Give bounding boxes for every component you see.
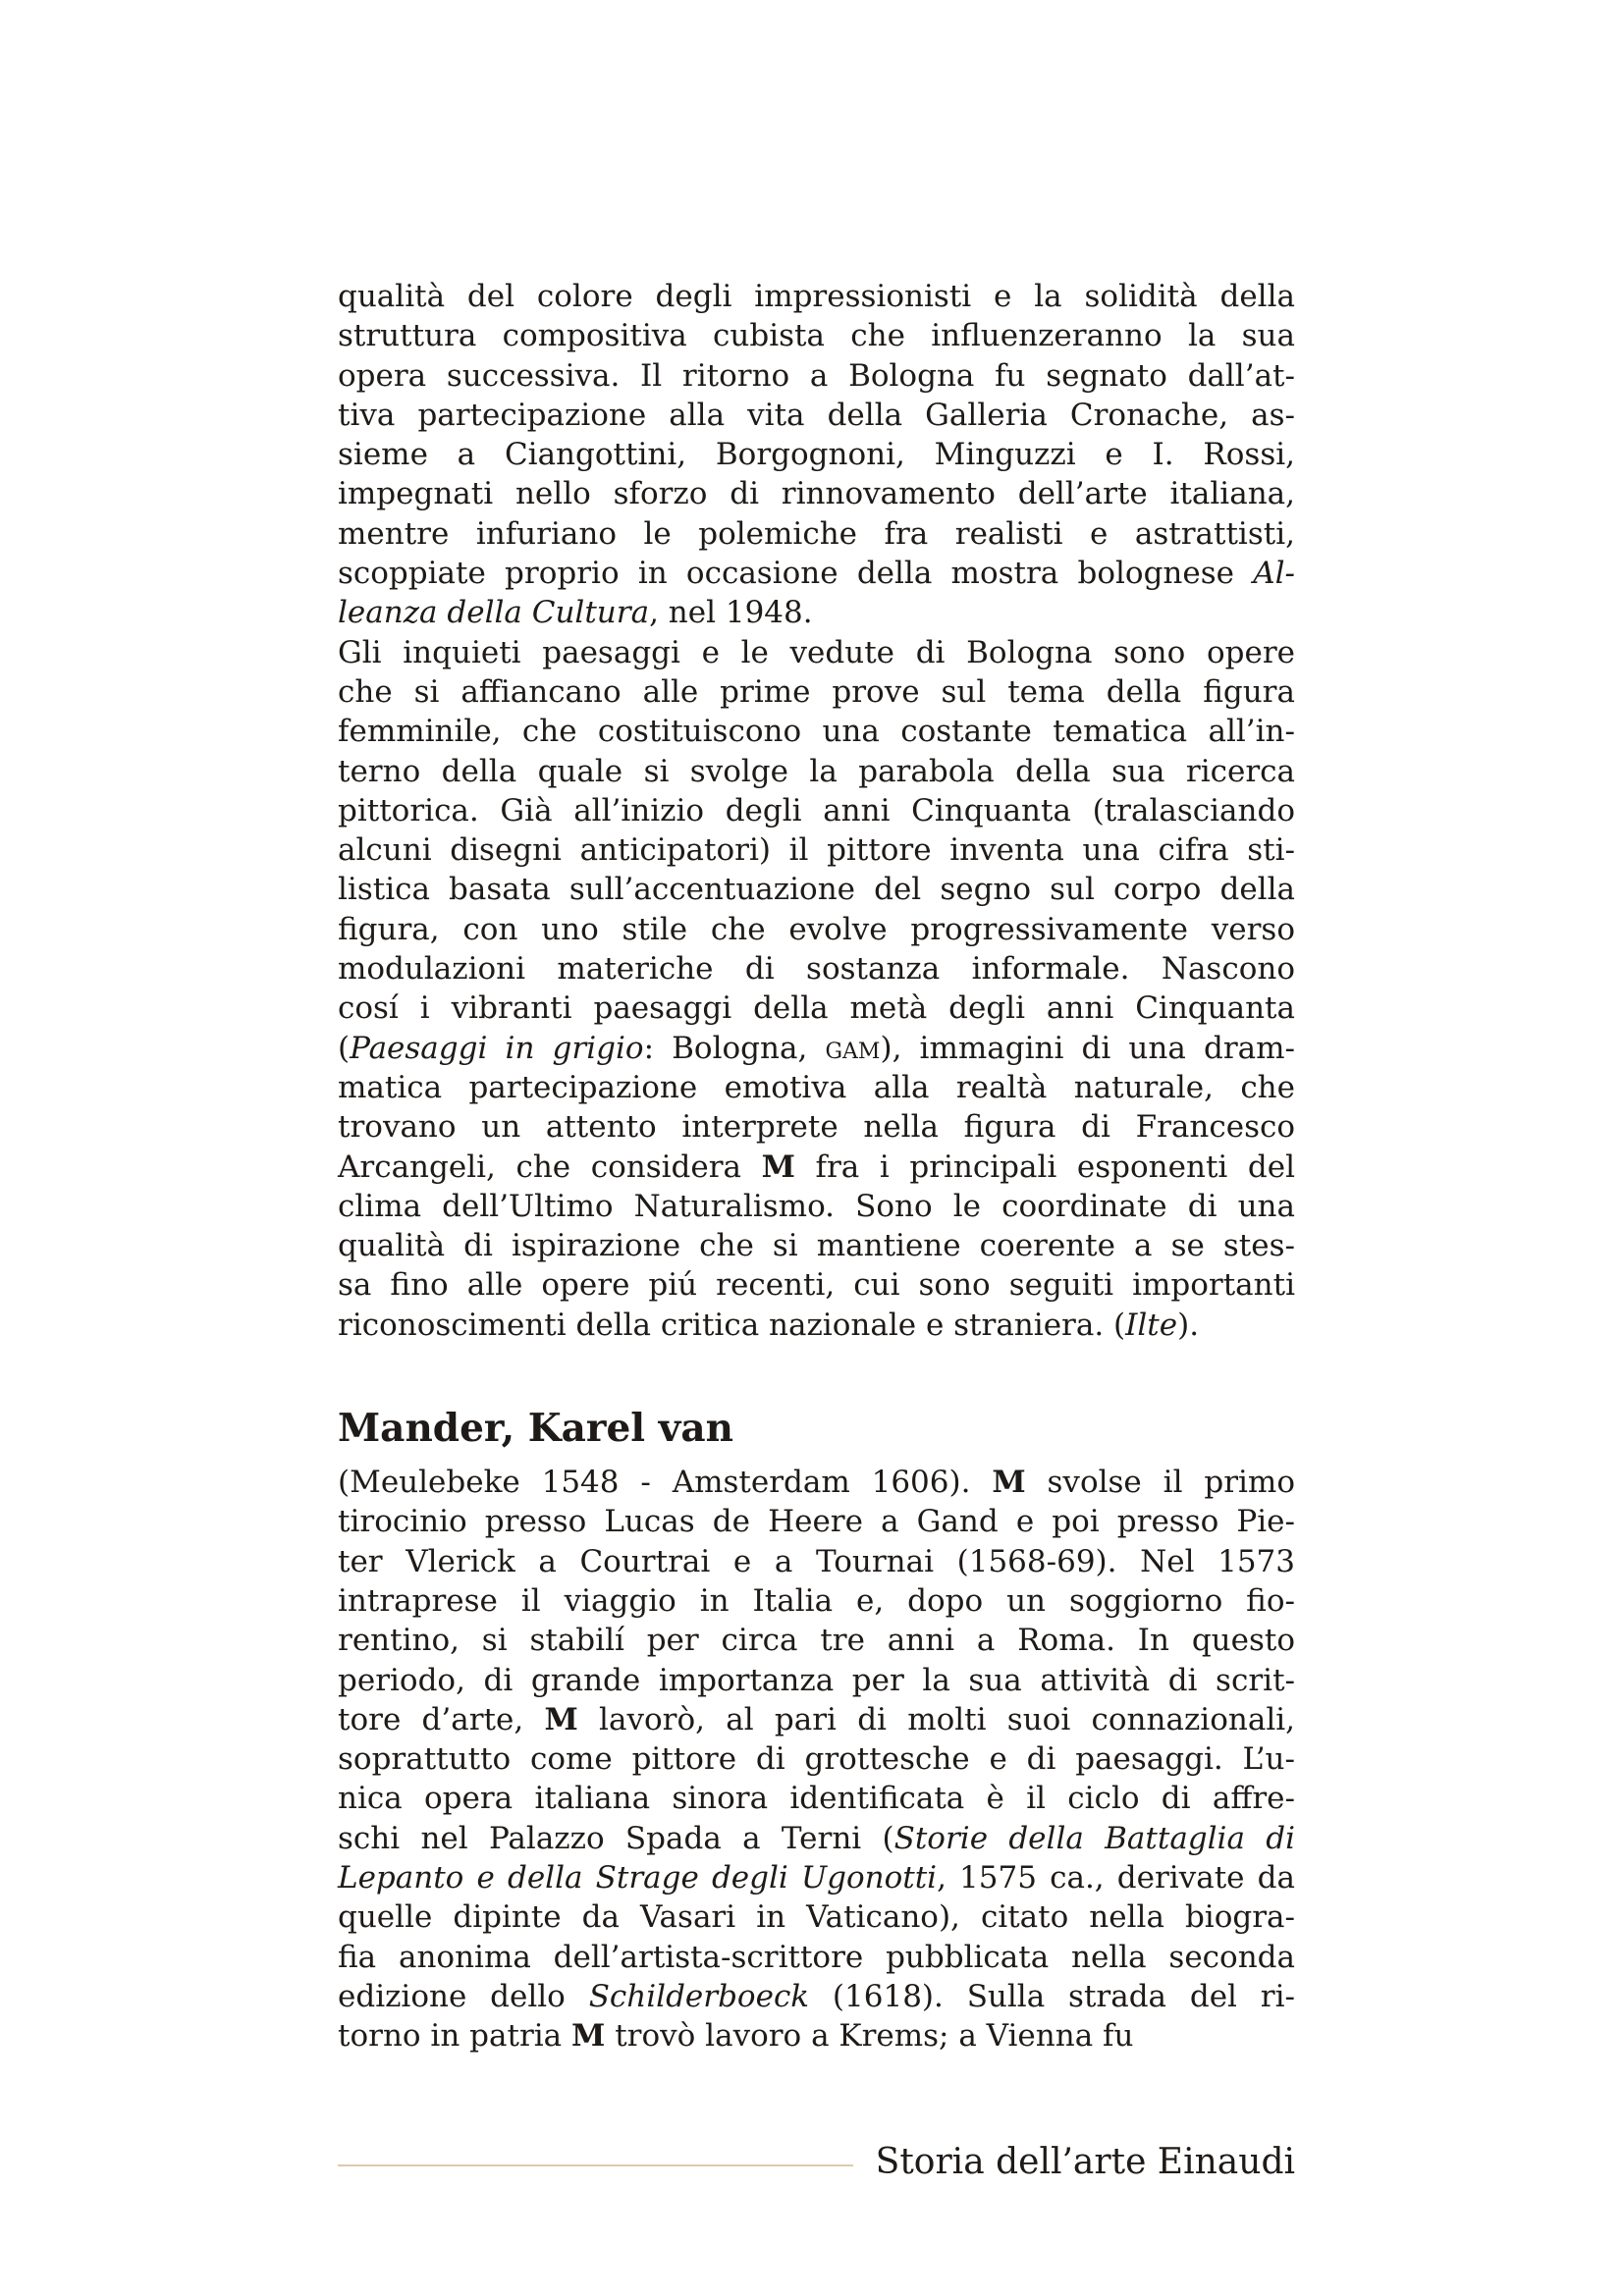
bold-text: M bbox=[761, 1148, 795, 1185]
text-run: listica basata sull’accentuazione del segno sul corpo della bbox=[338, 872, 1295, 908]
text-line bbox=[338, 1148, 1295, 1187]
text-run: Arcangeli, che considera bbox=[338, 1148, 762, 1185]
text-line bbox=[338, 1858, 1295, 1897]
text-run: qualità del colore degli impressionisti e la solidità della bbox=[338, 279, 1295, 314]
text-run: mentre infuriano le polemiche fra realisti e astrattisti, bbox=[338, 515, 1295, 552]
text-run: edizione dello bbox=[338, 1978, 589, 2014]
text-line bbox=[338, 988, 1295, 1028]
text-line bbox=[338, 554, 1295, 593]
text-line bbox=[338, 752, 1295, 791]
text-line bbox=[338, 1306, 1295, 1345]
italic-text: Storie della Battaglia di bbox=[893, 1820, 1296, 1856]
text-run: scoppiate proprio in occasione della mostra bolognese bbox=[338, 556, 1254, 592]
text-run: rentino, si stabilí per circa tre anni a Roma. In questo bbox=[338, 1623, 1295, 1659]
text-line bbox=[338, 514, 1295, 554]
text-line bbox=[338, 1977, 1295, 2016]
text-run: opera successiva. Il ritorno a Bologna fu segnato dall’at- bbox=[338, 357, 1295, 394]
text-line bbox=[338, 672, 1295, 712]
text-run: (Meulebeke 1548 - Amsterdam 1606). bbox=[338, 1465, 993, 1501]
small-caps-text: gam bbox=[825, 1030, 881, 1066]
text-run: tore d’arte, bbox=[338, 1701, 545, 1737]
text-line bbox=[338, 870, 1295, 909]
text-run: terno della quale si svolge la parabola della sua ricerca bbox=[338, 753, 1295, 789]
text-line bbox=[338, 356, 1295, 396]
paragraph-continuation bbox=[338, 277, 1295, 633]
text-run: tirocinio presso Lucas de Heere a Gand e poi presso Pie- bbox=[338, 1504, 1295, 1540]
text-run: Gli inquieti paesaggi e le vedute di Bologna sono opere bbox=[338, 634, 1295, 670]
text-run: trovò lavoro a Krems; a Vienna fu bbox=[605, 2018, 1134, 2055]
text-line bbox=[338, 593, 1295, 632]
text-line bbox=[338, 1819, 1295, 1858]
text-line bbox=[338, 1187, 1295, 1226]
text-run: (1618). Sulla strada del ri- bbox=[809, 1978, 1296, 2014]
text-line bbox=[338, 1661, 1295, 1700]
text-run: nica opera italiana sinora identificata è il ciclo di affre- bbox=[338, 1781, 1295, 1817]
text-line bbox=[338, 1107, 1295, 1147]
paragraph-landscapes bbox=[338, 633, 1295, 1345]
text-run: , nel 1948. bbox=[649, 595, 813, 631]
text-line bbox=[338, 474, 1295, 513]
text-run: modulazioni materiche di sostanza informale. Nascono bbox=[338, 951, 1295, 988]
text-run: pittorica. Già all’inizio degli anni Cinquanta (tralasciando bbox=[338, 792, 1295, 828]
text-run: svolse il primo bbox=[1025, 1465, 1295, 1501]
italic-text: Al- bbox=[1253, 556, 1295, 592]
text-line bbox=[338, 1542, 1295, 1581]
text-line bbox=[338, 1463, 1295, 1502]
text-column bbox=[338, 277, 1295, 2056]
entry-heading: Mander, Karel van bbox=[338, 1406, 733, 1452]
bold-text: M bbox=[992, 1465, 1026, 1501]
page-footer bbox=[338, 2138, 1295, 2187]
text-run: ). bbox=[1177, 1307, 1200, 1343]
text-line bbox=[338, 1897, 1295, 1937]
text-line bbox=[338, 396, 1295, 435]
text-run: : Bologna, bbox=[643, 1030, 826, 1066]
text-run: cosí i vibranti paesaggi della metà degli anni Cinquanta bbox=[338, 990, 1295, 1027]
text-line bbox=[338, 830, 1295, 870]
text-run: ), immagini di una dram- bbox=[880, 1030, 1295, 1066]
italic-text: Schilderboeck bbox=[588, 1978, 810, 2014]
text-line bbox=[338, 316, 1295, 355]
paragraph-mander-biography bbox=[338, 1463, 1295, 2056]
text-run: quelle dipinte da Vasari in Vaticano), citato nella biogra- bbox=[338, 1899, 1295, 1936]
text-line bbox=[338, 1502, 1295, 1541]
footer-rule bbox=[338, 2164, 853, 2166]
footer-title: Storia dell’arte Einaudi bbox=[875, 2142, 1295, 2182]
text-line bbox=[338, 1938, 1295, 1977]
text-line bbox=[338, 1068, 1295, 1107]
text-run: trovano un attento interprete nella figura di Francesco bbox=[338, 1109, 1295, 1146]
text-line bbox=[338, 2016, 1295, 2056]
text-line bbox=[338, 1226, 1295, 1265]
text-line bbox=[338, 712, 1295, 751]
text-run: soprattutto come pittore di grottesche e di paesaggi. L’u- bbox=[338, 1741, 1295, 1778]
text-run: fra i principali esponenti del bbox=[794, 1148, 1295, 1185]
text-run: che si affiancano alle prime prove sul tema della figura bbox=[338, 673, 1295, 710]
text-run: lavorò, al pari di molti suoi connazionali, bbox=[577, 1701, 1295, 1737]
text-run: fia anonima dell’artista-scrittore pubblicata nella seconda bbox=[338, 1939, 1295, 1975]
text-run: riconoscimenti della critica nazionale e straniera. ( bbox=[338, 1307, 1126, 1343]
text-run: alcuni disegni anticipatori) il pittore inventa una cifra sti- bbox=[338, 832, 1295, 869]
text-run: torno in patria bbox=[338, 2018, 572, 2055]
text-run: , 1575 ca., derivate da bbox=[937, 1859, 1295, 1896]
text-line bbox=[338, 1739, 1295, 1779]
italic-text: Lepanto e della Strage degli Ugonotti bbox=[338, 1859, 938, 1896]
text-run: impegnati nello sforzo di rinnovamento dell’arte italiana, bbox=[338, 476, 1295, 512]
text-line bbox=[338, 1265, 1295, 1305]
text-line bbox=[338, 1621, 1295, 1660]
text-run: clima dell’Ultimo Naturalismo. Sono le coordinate di una bbox=[338, 1188, 1295, 1224]
text-run: qualità di ispirazione che si mantiene coerente a se stes- bbox=[338, 1228, 1295, 1264]
text-run: figura, con uno stile che evolve progressivamente verso bbox=[338, 911, 1295, 947]
italic-text: Paesaggi in grigio bbox=[350, 1030, 644, 1066]
text-run: ter Vlerick a Courtrai e a Tournai (1568-69). Nel 1573 bbox=[338, 1543, 1295, 1579]
text-line bbox=[338, 910, 1295, 949]
text-run: intraprese il viaggio in Italia e, dopo un soggiorno fio- bbox=[338, 1582, 1295, 1619]
text-line bbox=[338, 1581, 1295, 1621]
italic-text: leanza della Cultura bbox=[338, 595, 650, 631]
bold-text: M bbox=[544, 1701, 578, 1737]
text-run: struttura compositiva cubista che influenzeranno la sua bbox=[338, 318, 1295, 354]
text-run: tiva partecipazione alla vita della Galleria Cronache, as- bbox=[338, 397, 1295, 433]
text-run: femminile, che costituiscono una costante tematica all’in- bbox=[338, 714, 1295, 750]
text-line bbox=[338, 949, 1295, 988]
text-run: periodo, di grande importanza per la sua attività di scrit- bbox=[338, 1662, 1295, 1698]
text-line bbox=[338, 277, 1295, 316]
text-run: ( bbox=[338, 1030, 351, 1066]
text-line bbox=[338, 1029, 1295, 1068]
italic-text: Ilte bbox=[1125, 1307, 1178, 1343]
text-run: sieme a Ciangottini, Borgognoni, Minguzzi e I. Rossi, bbox=[338, 437, 1295, 473]
text-run: schi nel Palazzo Spada a Terni ( bbox=[338, 1820, 894, 1856]
text-line bbox=[338, 1779, 1295, 1818]
text-run: matica partecipazione emotiva alla realtà naturale, che bbox=[338, 1069, 1295, 1105]
bold-text: M bbox=[571, 2018, 606, 2055]
text-run: sa fino alle opere piú recenti, cui sono seguiti importanti bbox=[338, 1267, 1295, 1304]
text-line bbox=[338, 1700, 1295, 1739]
text-line bbox=[338, 633, 1295, 672]
text-line bbox=[338, 791, 1295, 830]
text-line bbox=[338, 435, 1295, 474]
